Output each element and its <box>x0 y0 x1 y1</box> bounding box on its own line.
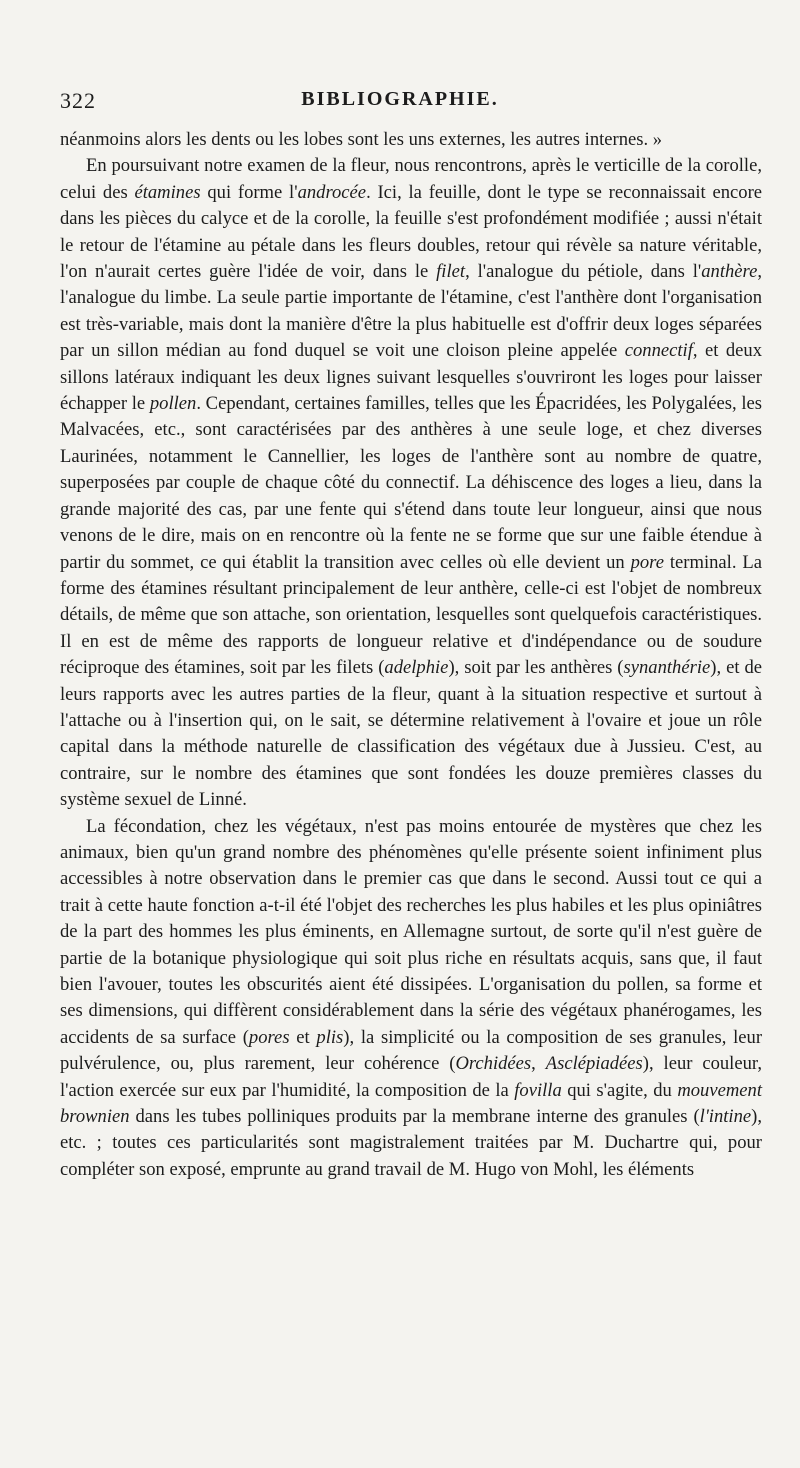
page-number: 322 <box>60 88 96 113</box>
page-header <box>60 88 740 120</box>
body-text <box>60 127 762 1183</box>
paragraph-3: La fécondation, chez les végétaux, n'est pas moins entourée de mystères que chez les animaux, bien qu'un grand nombre des phénomènes qu'elle présente soient infiniment plus accessibles à notre observation dans le premier cas que dans le second. Aussi tout ce qui a trait à cette haute fonction a-t-il été l'objet des recherches les plus habiles et les plus opiniâtres de la part des hommes les plus éminents, en Allemagne surtout, de sorte qu'il n'est guère de partie de la botanique physiologique qui soit plus riche en résultats acquis, sans que, il faut bien l'avouer, toutes les obscurités aient été dissipées. L'organisation du pollen, sa forme et ses dimensions, qui diffèrent considérablement dans la série des végétaux phanérogames, les accidents de sa surface (pores et plis), la simplicité ou la composition de ses granules, leur pulvérulence, ou, plus rarement, leur cohérence (Orchidées, Asclépiadées), leur couleur, l'action exercée sur eux par l'humidité, la composition de la fovilla qui s'agite, du mouvement brownien dans les tubes polliniques produits par la membrane interne des granules (l'intine), etc. ; toutes ces particularités sont magistralement traitées par M. Duchartre qui, pour compléter son exposé, emprunte au grand travail de M. Hugo von Mohl, les éléments <box>60 815 763 1180</box>
running-title: BIBLIOGRAPHIE. <box>301 88 499 110</box>
paragraph-2: En poursuivant notre examen de la fleur, nous rencontrons, après le verticille de la corolle, celui des étamines qui forme l'androcée. Ici, la feuille, dont le type se reconnaissait encore dans les pièces du calyce et de la corolle, la feuille s'est profondément modifiée ; aussi n'était le retour de l'étamine au pétale dans les fleurs doubles, retour qui révèle sa nature véritable, l'on n'aurait certes guère l'idée de voir, dans le filet, l'analogue du pétiole, dans l'anthère, l'analogue du limbe. La seule partie importante de l'étamine, c'est l'anthère dont l'organisation est très-variable, mais dont la manière d'être la plus habituelle est d'offrir deux loges séparées par un sillon médian au fond duquel se voit une cloison pleine appelée connectif, et deux sillons latéraux indiquant les deux lignes suivant lesquelles s'ouvriront les loges pour laisser échapper le pollen. Cependant, certaines familles, telles que les Épacridées, les Polygalées, les Malvacées, etc., sont caractérisées par des anthères à une seule loge, et chez diverses Laurinées, notamment le Cannellier, les loges de l'anthère sont au nombre de quatre, superposées par couple de chaque côté du connectif. La déhiscence des loges a lieu, dans la grande majorité des cas, par une fente qui s'étend dans toute leur longueur, ainsi que nous venons de le dire, mais on en rencontre où la fente ne se forme que sur une faible étendue à partir du sommet, ce qui établit la transition avec celles où elle devient un pore terminal. La forme des étamines résultant principalement de leur anthère, celle-ci est l'objet de nombreux détails, de même que son attache, son orientation, lesquelles sont quelquefois caractéristiques. Il en est de même des rapports de longueur relative et d'indépendance ou de soudure réciproque des étamines, soit par les filets (adelphie), soit par les anthères (synanthérie), et de leurs rapports avec les autres parties de la fleur, quant à la situation respective et surtout à l'attache ou à l'insertion qui, on le sait, se détermine relativement à l'ovaire et joue un rôle capital dans la méthode naturelle de classification des végétaux due à Jussieu. C'est, au contraire, sur le nombre des étamines que sont fondées les douze premières classes du système sexuel de Linné. <box>60 155 763 811</box>
paragraph-1: néanmoins alors les dents ou les lobes sont les uns externes, les autres internes. » <box>60 129 663 150</box>
